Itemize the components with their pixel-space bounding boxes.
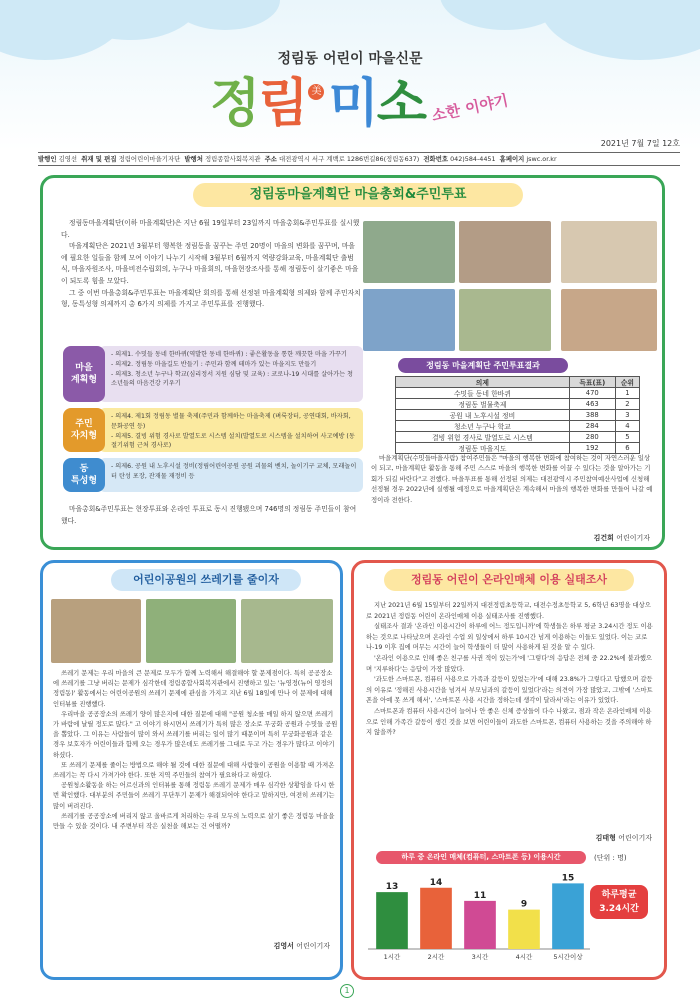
photo	[51, 599, 141, 663]
reporter-role: 어린이기자	[296, 942, 330, 950]
average-label: 하루평균	[601, 890, 637, 900]
reporter-name: 김영서	[273, 942, 294, 950]
paragraph: 지난 2021년 6월 15일부터 22일까지 대전정림초등학교, 대전수정초등학교 5, 6학년 63명을 대상으로 2021년 정림동 어린이 온라인매체 이용 실태조사를 진행했다.	[366, 602, 651, 620]
pub-label: 전화번호	[423, 155, 449, 163]
paragraph: 마을계획단(수밋들마을사람) 참여주민들은 "마을의 행복한 변화에 참여하는 것이 자연스러운 일상이 되고, 마을계획단 활동을 통해 주민 스스로 마을의 행복한 변화를 이끌 수 있다는 것을 알아가는 기회가 되길 바란다"고 전했다. 마을투표를 통해 선정된 의제는 대전광역시 주민참여예산사업에 신청해 선정될 경우 2022년에 실행될 예정으로 마을계획단은 계속해서 마을의 행복한 변화를 만들어 나갈 예정이라 전한다.	[371, 454, 653, 504]
table-header: 득표(표)	[569, 377, 615, 388]
table-cell: 280	[569, 432, 615, 443]
results-table	[395, 376, 640, 454]
masthead-badge: 美	[308, 84, 324, 100]
masthead-tagline: 소한 이야기	[430, 91, 510, 125]
issue-date: 2021년 7월 7일 12호	[600, 139, 680, 148]
paragraph: 쓰레기 문제는 우리 마을의 큰 문제로 모두가 함께 노력해서 해결해야 할 문제점이다. 특히 공공장소에 쓰레기를 그냥 버리는 문제가 심각한데 정림종합사회복지관에서 진행하고 있는 '뉴영정(뉴어 영정의 정림동)' 활동에서는 어린이공원의 쓰레기 문제에 관심을 가지고 지난 6월 18일에 만나 이 문제에 대해 인터뷰를 진행했다.	[53, 670, 333, 708]
category-label: 동 특성형	[63, 458, 105, 492]
table-cell: 청소년 누구나 학교	[396, 421, 570, 432]
category-label: 4시간	[515, 953, 533, 961]
reporter-name: 김건희	[593, 534, 614, 542]
paragraph: 또 쓰레기 문제를 줄이는 방법으로 해야 될 것에 대한 질문에 대해 사람들이 공원을 이용할 때 가져온 쓰레기는 꼭 다시 가져가야 한다. 또한 지역 주민들의 참여가 필요하다고 하였다.	[53, 761, 335, 780]
table-cell: 284	[569, 421, 615, 432]
byline	[596, 833, 652, 843]
chart-title: 하루 중 온라인 매체(컴퓨터, 스마트폰 등) 이용시간	[376, 851, 586, 864]
article-closing	[61, 504, 361, 527]
masthead-char: 미	[328, 74, 377, 134]
table-row	[396, 388, 640, 399]
bar-value-label: 9	[520, 899, 528, 910]
bar-value-label: 15	[561, 873, 575, 884]
table-row	[396, 410, 640, 421]
byline	[594, 533, 650, 543]
bar	[420, 888, 452, 949]
masthead-char: 소	[376, 74, 425, 134]
table-cell: 192	[569, 443, 615, 454]
pub-value: 대전광역시 서구 계백로 1286번길86(정림동637)	[279, 155, 420, 163]
page-number: 1	[340, 984, 354, 998]
category-resident-autonomy	[63, 408, 363, 452]
paragraph: 그 중 이번 마을총회&주민투표는 마을계획단 회의를 통해 선정된 마을계획형 의제와 함께 주민자치형, 동특성형 의제까지 총 6가지 의제를 가지고 주민투표를 진행했다.	[61, 288, 361, 309]
photo	[241, 599, 333, 663]
category-village-plan	[63, 346, 363, 402]
table-row	[396, 443, 640, 454]
category-label: 5시간이상	[553, 953, 583, 961]
table-row	[396, 432, 640, 443]
masthead-logo	[210, 70, 510, 134]
average-value: 3.24시간	[599, 904, 639, 914]
section-village-assembly	[40, 175, 665, 550]
bar-value-label: 11	[473, 890, 487, 901]
category-label: 주민 자치형	[63, 408, 105, 452]
photo-collage	[363, 221, 658, 371]
bar-value-label: 13	[385, 882, 399, 893]
bar	[464, 901, 496, 949]
paragraph: '과도한 스마트폰, 컴퓨터 사용으로 가족과 갈등이 있었는가'에 대해 23.8%가 그렇다고 답했으며 갈등의 이유로 '정해진 사용시간을 넘겨서 부모님과의 갈등이 있었다'라는 의견이 가장 많았고, 그밖에 '스마트폰을 아예 못 쓰게 해서', '스마트폰 사용 시간을 정하는데 생각이 달라서'라는 이유가 있었다.	[366, 676, 653, 705]
paragraph: 스마트폰과 컴퓨터 사용시간이 늘어나 안 좋은 신체 증상들이 다수 나왔고, 점과 작은 온라인매체 이용으로 인해 가족간 갈등이 생긴 것을 보면 어린이들이 과도한 스마트폰, 컴퓨터 사용하는 것을 주의해야 하지 않을까?	[366, 707, 652, 737]
paragraph: 우리마을 공공장소의 쓰레기 양이 많은지에 대한 질문에 대해 "공원 청소를 매일 하지 않으면 쓰레기가 바람에 날릴 정도로 많다." 고 이야기 하시면서 쓰레기가 특히 많은 장소로 무궁화 공원과 수밋들 공원을 뽑았다. 그 이유는 사람들이 많이 와서 쓰레기를 버리는 일이 많기 때문이며 특히 무궁화공원과 같은 경우 보호자가 어린이들과 함께 오는 경우가 많은데도 쓰레기를 그대로 두고 가는 경우가 많다고 이야기 하셨다.	[53, 710, 338, 759]
category-item: - 의제4. 제1회 정림동 별뮬 축제(주민과 함께하는 마을축제 (벼룩장터, 공연대회, 바자회, 문화공연 등)	[111, 413, 351, 430]
category-dong-special	[63, 458, 363, 492]
photo	[363, 289, 455, 351]
average-badge	[590, 885, 648, 919]
category-item: - 의제5. 결빙 위험 경사로 발열도로 시스템 설치(발열도로 시스템을 설치하여 사고예방 (동절기위험 근처 경사로)	[111, 432, 355, 450]
table-row	[396, 399, 640, 410]
bar-value-label: 14	[429, 877, 443, 888]
category-label: 마을 계획형	[63, 346, 105, 402]
table-cell: 3	[615, 410, 639, 421]
table-cell: 470	[569, 388, 615, 399]
table-header: 순위	[615, 377, 639, 388]
reporter-role: 어린이기자	[616, 534, 650, 542]
section-title: 정림동마을계획단 마을총회&주민투표	[193, 183, 523, 207]
table-cell: 수밋들 동네 한바퀴	[396, 388, 570, 399]
paragraph: 정림동마을계획단(이하 마을계획단)은 지난 6월 19일부터 23일까지 마을총회&주민투표를 실시했다.	[61, 219, 360, 239]
masthead-char: 정	[210, 74, 259, 134]
reporter-role: 어린이기자	[618, 834, 652, 842]
usage-bar-chart	[364, 867, 594, 963]
article-body	[366, 601, 656, 739]
paragraph: 쓰레기를 공공장소에 버리지 않고 올바르게 처리하는 우리 모두의 노력으로 살기 좋은 정림동 마을을 만들 수 있을 것이다. 내 주변부터 작은 실천을 해보는 건 어떨까?	[53, 812, 335, 831]
paragraph: 마을총회&주민투표는 현장투표와 온라인 투표로 동시 진행됐으며 746명의 정림동 주민들이 참여했다.	[61, 505, 357, 525]
pub-label: 주소	[264, 155, 277, 163]
table-header: 의제	[396, 377, 570, 388]
category-label: 1시간	[383, 953, 401, 961]
paragraph: 공원청소활동을 하는 어르신과의 인터뷰를 통해 정림동 쓰레기 문제가 매우 심각한 상황임을 다시 한번 확인했다. 대부분의 주민들이 쓰레기 무단투기 문제가 해결되어야 한다고 말하지만, 여전히 쓰레기는 많이 버려진다.	[53, 782, 335, 810]
paragraph: '온라인 이용으로 인해 좋은 친구를 사귄 적이 있는가'에 '그렇다'의 응답은 전체 중 22.2%에 불과했으며 '지루하다'는 응답이 가장 많았다.	[366, 654, 653, 673]
category-label: 2시간	[427, 953, 445, 961]
category-items	[99, 346, 363, 402]
table-row	[396, 421, 640, 432]
photo	[363, 221, 455, 283]
article-body	[61, 218, 361, 311]
pub-value: 김영선	[58, 155, 78, 163]
table-cell: 463	[569, 399, 615, 410]
pub-label: 발행처	[184, 155, 203, 163]
article-body-right	[371, 453, 656, 505]
category-item: - 의제6. 공원 내 노후시설 정비(정림어린이공원 공원 괴물의 벤치, 놀이기구 교체, 모래놀이터 탄성 포장, 잔재물 재정비 등	[111, 463, 357, 480]
section-title: 정림동 어린이 온라인매체 이용 실태조사	[384, 569, 634, 591]
table-cell: 공원 내 노후시설 정비	[396, 410, 570, 421]
table-cell: 정림동 벌뮬축제	[396, 399, 570, 410]
table-cell: 4	[615, 421, 639, 432]
category-item: - 의제2. 정림동 마을길도 반들기 : 주민과 함께 테마가 있는 마을지도 만들기	[111, 360, 317, 368]
bar	[508, 910, 540, 949]
pub-value: 042)584-4451	[450, 155, 496, 163]
table-header-row	[396, 377, 640, 388]
pub-value: jswc.or.kr	[526, 155, 557, 163]
pub-label: 홈페이지	[499, 155, 525, 163]
table-cell: 6	[615, 443, 639, 454]
reporter-name: 김태형	[595, 834, 616, 842]
photo	[459, 221, 551, 283]
publication-info	[38, 152, 680, 166]
bar	[552, 883, 584, 949]
byline	[274, 941, 330, 951]
pub-label: 발행인	[38, 155, 57, 163]
paragraph: 실태조사 결과 '온라인 이용시간이 하루에 어느 정도입니까'에 학생들은 하루 평균 3.24시간 정도 이용하는 것으로 나타났으며 온라인 수업 외 일상에서 하루 10시간 넘게 이용하는 이들도 있었다. 이는 코로나-19 이후 집에 머무는 시간이 늘어 학생들이 더 많이 사용하게 된 것을 알 수 있다.	[366, 623, 653, 652]
photo	[146, 599, 236, 663]
newspaper-subtitle: 정림동 어린이 마을신문	[277, 51, 423, 67]
photo	[561, 221, 657, 283]
pub-value: 정림종합사회복지관	[204, 155, 261, 163]
photo	[561, 289, 657, 351]
section-park-trash	[40, 560, 343, 980]
category-item: - 의제3. 청소년 누구나 학교(심리정서 지원 심담 및 교육) : 코로나-19 시대를 살아가는 청소년들의 마음건강 키우기	[111, 370, 353, 388]
table-cell: 2	[615, 399, 639, 410]
section-title: 어린이공원의 쓰레기를 줄이자	[111, 569, 301, 591]
table-cell: 5	[615, 432, 639, 443]
table-cell: 388	[569, 410, 615, 421]
category-items	[99, 458, 363, 492]
paragraph: 마을계획단은 2021년 3월부터 행복한 정림동을 꿈꾸는 주민 20명이 마을의 변화를 꿈꾸며, 마을에 필요한 일들을 함께 모여 이야기 나누기 시작해 3월부터 6월까지 역량강화교육, 마을계획단 출범식, 마을자원조사, 마을비전수립회의, 누구나 마을회의, 마을현장조사를 통해 정림동이 살기좋은 마을이 되도록 힘을 모았다.	[61, 242, 359, 285]
category-item: - 의제1. 수밋들 동네 한바퀴(역발한 동네 한바퀴) : 좋은활동을 통한 깨끗한 마을 가꾸기	[111, 351, 347, 358]
article-body	[53, 669, 338, 832]
results-title: 정림동 마을계획단 주민투표결과	[398, 358, 568, 373]
section-online-media-survey	[351, 560, 667, 980]
table-cell: 결빙 위험 경사로 발열도로 시스템	[396, 432, 570, 443]
table-cell: 1	[615, 388, 639, 399]
bar	[376, 892, 408, 949]
chart-unit: (단위 : 명)	[594, 854, 627, 862]
pub-value: 정림어린이마을기자단	[118, 155, 181, 163]
pub-label: 취재 및 편집	[81, 155, 117, 163]
table-cell: 정림동 마을지도	[396, 443, 570, 454]
masthead-char: 림	[258, 74, 307, 134]
category-label: 3시간	[471, 953, 489, 961]
photo	[459, 289, 551, 351]
category-items	[99, 408, 363, 452]
